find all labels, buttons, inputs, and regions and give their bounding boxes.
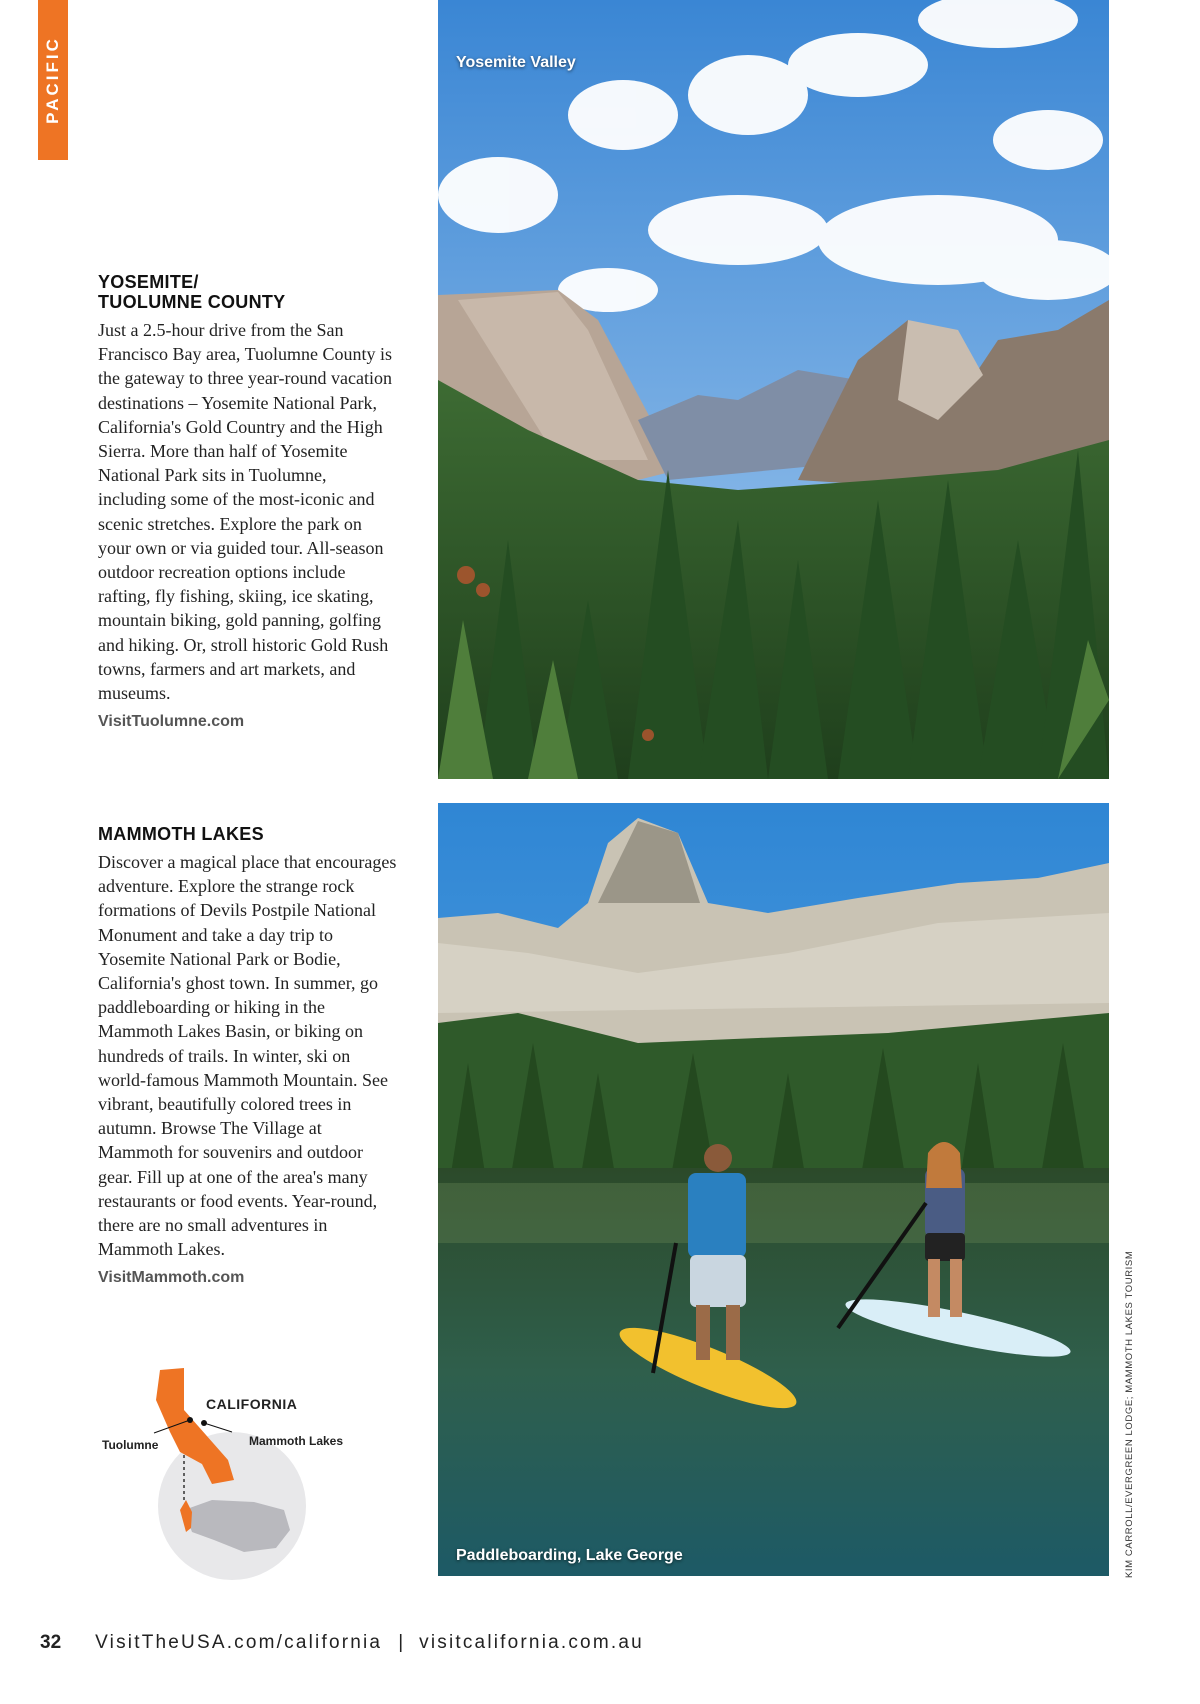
footer-link-usa[interactable]: VisitTheUSA.com/california [95,1632,383,1653]
california-map [94,1360,354,1580]
yosemite-heading-line2: TUOLUMNE COUNTY [98,292,286,312]
lake-photo-caption: Paddleboarding, Lake George [456,1547,683,1564]
yosemite-body: Just a 2.5-hour drive from the San Francisco Bay area, Tuolumne County is the gateway to three year-round vacation destinations – Yosemite National Park, California's Gold Country and the High Sierra. More than half of Yosemite National Park sits in Tuolumne, including some of the most-iconic and scenic stretches. Explore the park on your own or via guided tour. All-season outdoor recreation options include rafting, fly fishing, skiing, ice skating, mountain biking, gold panning, golfing and hiking. Or, stroll historic Gold Rush towns, farmers and art markets, and museums. [98,320,393,704]
yosemite-section [98,272,398,731]
lake-photo-illustration [438,803,1109,1576]
california-map-graphic [94,1360,354,1580]
yosemite-heading-line1: YOSEMITE/ [98,272,199,292]
map-state-label: CALIFORNIA [206,1396,298,1412]
yosemite-heading [98,272,398,312]
region-tab-label: PACIFIC [43,36,62,124]
footer-separator: | [398,1632,404,1653]
yosemite-photo [438,0,1109,779]
page-footer [40,1632,644,1654]
footer-link-california[interactable]: visitcalifornia.com.au [419,1632,644,1653]
mammoth-body: Discover a magical place that encourages adventure. Explore the strange rock formations of Devils Postpile National Monument and take a day trip to Yosemite National Park or Bodie, California's ghost town. In summer, go paddleboarding or hiking in the Mammoth Lakes Basin, or biking on hundreds of trails. In winter, ski on world-famous Mammoth Mountain. See vibrant, beautifully colored trees in autumn. Browse The Village at Mammoth for souvenirs and outdoor gear. Fill up at one of the area's many restaurants or food events. Year-round, there are no small adventures in Mammoth Lakes. [98,852,397,1260]
mammoth-heading: MAMMOTH LAKES [98,824,264,844]
yosemite-url-link[interactable]: VisitTuolumne.com [98,713,245,731]
map-label-tuolumne: Tuolumne [102,1438,159,1452]
photo-credit: KIM CARROLL/EVERGREEN LODGE; MAMMOTH LAKES TOURISM [1124,1250,1135,1578]
region-tab [38,0,68,160]
mammoth-section [98,824,398,1287]
yosemite-photo-caption: Yosemite Valley [456,54,576,71]
map-label-mammoth: Mammoth Lakes [249,1434,344,1448]
lake-photo [438,803,1109,1576]
mammoth-url-link[interactable]: VisitMammoth.com [98,1269,245,1287]
yosemite-photo-illustration [438,0,1109,779]
page-number: 32 [40,1632,62,1653]
